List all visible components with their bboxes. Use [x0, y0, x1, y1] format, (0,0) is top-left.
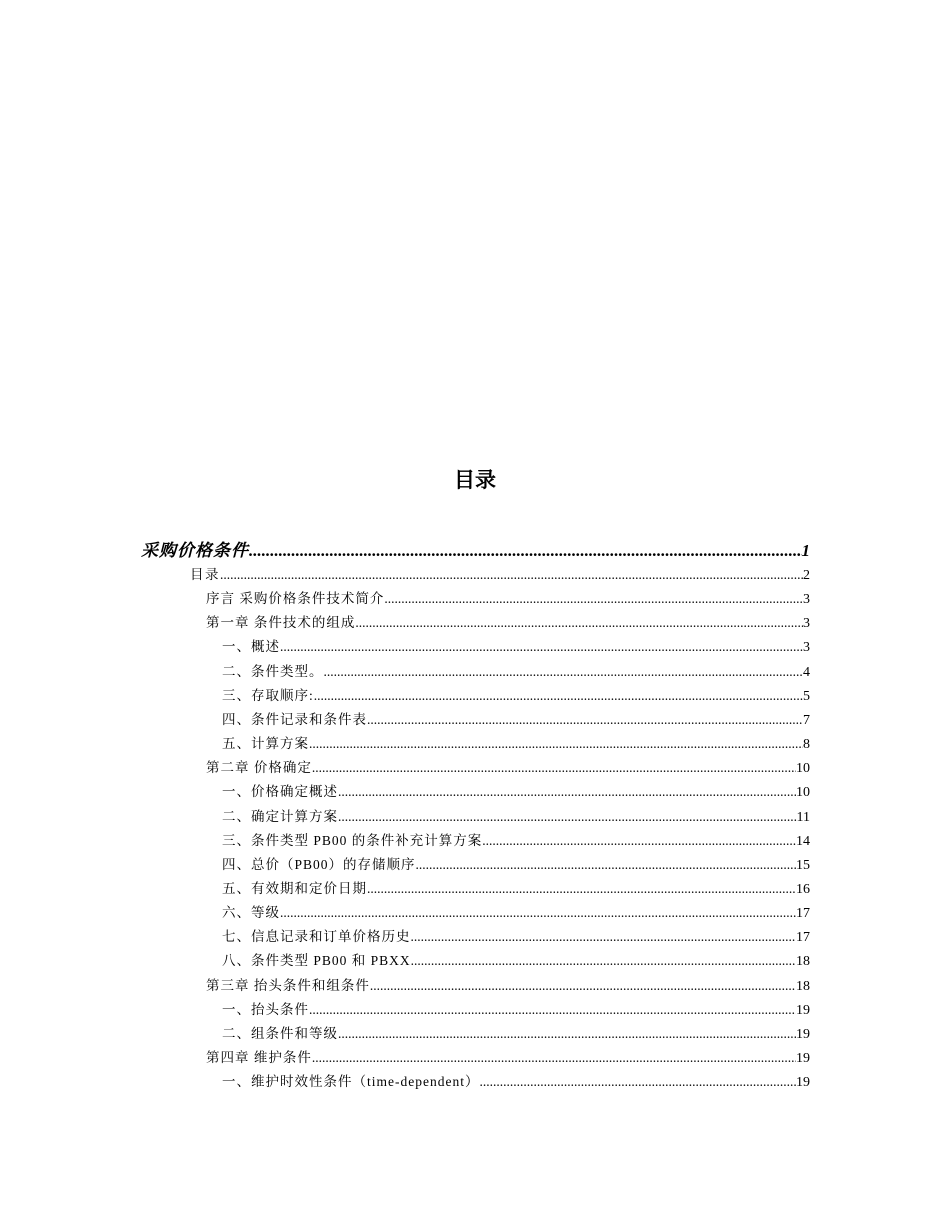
toc-entry[interactable]: [222, 855, 810, 876]
toc-entry-label: 第二章 价格确定: [206, 760, 312, 776]
toc-page-number: 7: [803, 712, 810, 728]
toc-entry[interactable]: [222, 782, 810, 803]
toc-page-number: 16: [796, 881, 810, 897]
toc-page-number: 1: [801, 541, 810, 560]
toc-leader-dots: [384, 589, 803, 609]
toc-entry-label: 四、条件记录和条件表: [222, 711, 367, 727]
toc-page-number: 18: [796, 978, 810, 994]
toc-entry[interactable]: [141, 538, 810, 564]
toc-entry[interactable]: [206, 1048, 810, 1069]
toc-leader-dots: [249, 538, 802, 564]
toc-page-number: 19: [796, 1075, 810, 1091]
toc-page-number: 8: [803, 737, 810, 753]
toc-entry-label: 一、概述: [222, 639, 280, 655]
toc-leader-dots: [324, 662, 804, 682]
toc-entry[interactable]: [222, 637, 810, 658]
toc-entry-label: 三、存取顺序:: [222, 687, 314, 703]
toc-entry[interactable]: [206, 589, 810, 610]
toc-leader-dots: [482, 831, 796, 851]
toc-leader-dots: [355, 613, 803, 633]
toc-entry[interactable]: [222, 686, 810, 707]
toc-page-number: 10: [796, 761, 810, 777]
toc-entry-label: 一、价格确定概述: [222, 784, 338, 800]
toc-entry-label: 七、信息记录和订单价格历史: [222, 929, 411, 945]
toc-entry-label: 序言 采购价格条件技术简介: [206, 591, 385, 607]
page-title: 目录: [454, 469, 496, 492]
toc-page-number: 19: [796, 1026, 810, 1042]
toc-leader-dots: [411, 927, 797, 947]
toc-entry[interactable]: [190, 565, 810, 586]
toc-entry[interactable]: [222, 807, 810, 828]
toc-page-number: 3: [803, 616, 810, 632]
toc-leader-dots: [280, 903, 796, 923]
toc-page-number: 17: [796, 906, 810, 922]
toc-leader-dots: [416, 855, 796, 875]
toc-page-number: 4: [803, 664, 810, 680]
toc-entry-label: 一、抬头条件: [222, 1001, 309, 1017]
toc-leader-dots: [411, 951, 796, 971]
toc-leader-dots: [338, 782, 796, 802]
toc-leader-dots: [479, 1072, 796, 1092]
toc-page-number: 5: [803, 688, 810, 704]
toc-entry-label: 二、条件类型。: [222, 663, 324, 679]
toc-leader-dots: [312, 758, 796, 778]
toc-page-number: 17: [796, 930, 810, 946]
toc-entry-label: 三、条件类型 PB00 的条件补充计算方案: [222, 832, 483, 848]
toc-entry-label: 五、计算方案: [222, 736, 309, 752]
toc-leader-dots: [367, 710, 803, 730]
toc-leader-dots: [309, 734, 803, 754]
toc-entry[interactable]: [222, 879, 810, 900]
toc-entry[interactable]: [206, 976, 810, 997]
toc-entry[interactable]: [222, 734, 810, 755]
toc-page-number: 3: [803, 640, 810, 656]
toc-leader-dots: [314, 686, 803, 706]
toc-entry[interactable]: [222, 1072, 810, 1093]
toc-entry-label: 四、总价（PB00）的存储顺序: [222, 856, 416, 872]
toc-page-number: 2: [803, 568, 810, 583]
toc-leader-dots: [370, 976, 796, 996]
toc-leader-dots: [309, 1000, 796, 1020]
toc-entry[interactable]: [222, 927, 810, 948]
toc-page-number: 18: [796, 954, 810, 970]
toc-leader-dots: [338, 1024, 796, 1044]
toc-leader-dots: [280, 637, 803, 657]
toc-page-number: 15: [796, 857, 810, 873]
toc-page-number: 10: [796, 785, 810, 801]
toc-entry[interactable]: [222, 710, 810, 731]
toc-entry[interactable]: [222, 831, 810, 852]
toc-entry-label: 六、等级: [222, 905, 280, 921]
toc-entry-label: 目录: [190, 567, 220, 582]
toc-entry[interactable]: [222, 903, 810, 924]
toc-entry-label: 二、组条件和等级: [222, 1025, 338, 1041]
toc-entry-label: 五、有效期和定价日期: [222, 880, 367, 896]
toc-entry-label: 八、条件类型 PB00 和 PBXX: [222, 953, 411, 969]
toc-leader-dots: [220, 565, 803, 585]
toc-entry-label: 二、确定计算方案: [222, 808, 338, 824]
toc-leader-dots: [312, 1048, 796, 1068]
toc-entry[interactable]: [206, 613, 810, 634]
toc-entry-label: 第一章 条件技术的组成: [206, 615, 356, 631]
toc-page-number: 19: [796, 1051, 810, 1066]
toc-entry[interactable]: [222, 662, 810, 683]
toc-leader-dots: [338, 807, 797, 827]
toc-entry-label: 采购价格条件: [141, 541, 249, 560]
toc-leader-dots: [367, 879, 796, 899]
toc-entry-label: 一、维护时效性条件（time-dependent）: [222, 1074, 480, 1090]
toc-page-number: 19: [796, 1002, 810, 1018]
toc-entry[interactable]: [222, 951, 810, 972]
toc-entry[interactable]: [222, 1000, 810, 1021]
toc-entry-label: 第三章 抬头条件和组条件: [206, 977, 370, 993]
toc-page-number: 3: [803, 592, 810, 608]
toc-page-number: 11: [796, 809, 810, 825]
toc-entry-label: 第四章 维护条件: [206, 1050, 312, 1065]
toc-entry[interactable]: [206, 758, 810, 779]
toc-page-number: 14: [796, 833, 810, 849]
toc-entry[interactable]: [222, 1024, 810, 1045]
